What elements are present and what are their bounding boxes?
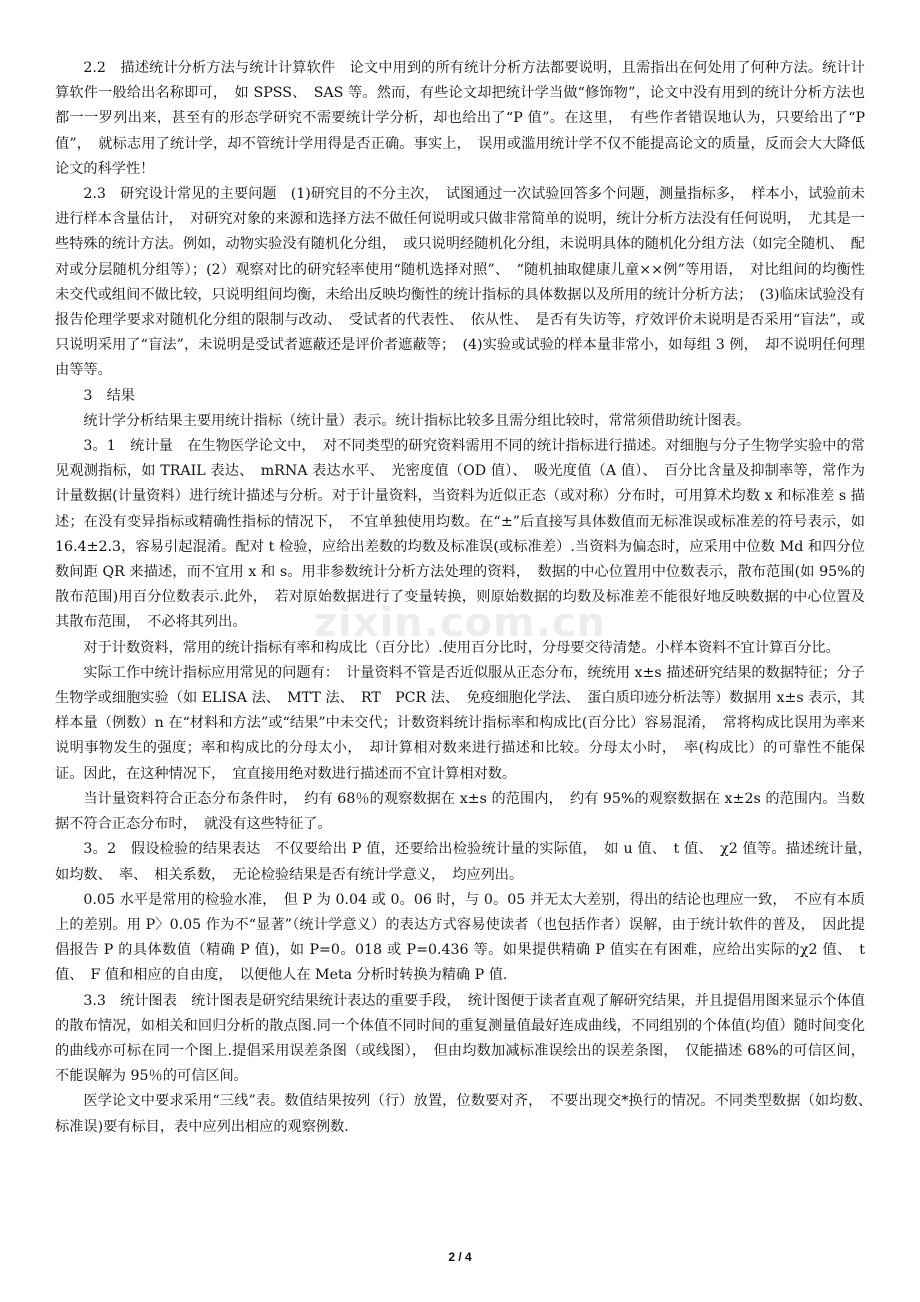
paragraph-3-2: 3。2 假设检验的结果表达 不仅要给出 P 值，还要给出检验统计量的实际值， 如 u 值、 t 值、 χ2 值等。描述统计量， 如均数、 率、 相关系数， 无论检验结果是否有统计学意义， 均应列出。 — [55, 841, 880, 883]
paragraph-count-data: 对于计数资料，常用的统计指标有率和构成比（百分比）.使用百分比时，分母要交待清楚。小样本资料不宜计算百分比。 — [83, 639, 840, 656]
section-heading-results: 3 结果 — [83, 387, 135, 404]
paragraph-3-1: 3。1 统计量 在生物医学论文中， 对不同类型的研究资料需用不同的统计指标进行描述。对细胞与分子生物学实验中的常见观测指标，如 TRAIL 表达、 mRNA 表达水平、 光密度值（OD 值）、 吸光度值（A 值）、 百分比含量及抑制率等，常作为计量数据(计量资料）进行统计描述与分析。对于计量资料，当资料为近似正态（或对称）分布时，可用算术均数 x 和标准差 s 描述；在没有变异指标或精确性指标的情况下， 不宜单独使用均数。在“±”后直接写具体数值而无标准误或标准差的符号表示，如 16.4±2.3，容易引起混淆。配对 t 检验，应给出差数的均数及标准误(或标准差）.当资料为偏态时，应采用中位数 Md 和四分位数间距 QR 来描述，而不宜用 x 和 s。用非参数统计分析方法处理的资料， 数据的中心位置用中位数表示，散布范围(如 95%的散布范围)用百分位数表示.此外， 若对原始数据进行了变量转换，则原始数据的均数及标准差不能很好地反映数据的中心位置及其散布范围， 不必将其列出。 — [55, 438, 865, 631]
watermark: zixin.com.cn — [313, 600, 607, 646]
paragraph-common-problems: 实际工作中统计指标应用常见的问题有： 计量资料不管是否近似服从正态分布，统统用 x±s 描述研究结果的数据特征；分子生物学或细胞实验（如 ELISA 法、 MTT 法、 RT PCR 法、 免疫细胞化学法、 蛋白质印迹分析法等）数据用 x±s 表示，其样本量（例数）n 在“材料和方法”或“结果”中未交代；计数资料统计指标率和构成比(百分比）容易混淆， 常将构成比误用为率来说明事物发生的强度；率和构成比的分母太小， 却计算相对数来进行描述和比较。分母太小时， 率(构成比）的可靠性不能保证。因此，在这种情况下， 宜直接用绝对数进行描述而不宜计算相对数。 — [55, 664, 865, 782]
paragraph-p-value: 0.05 水平是常用的检验水准， 但 P 为 0.04 或 0。06 时，与 0。05 并无太大差别，得出的结论也理应一致， 不应有本质上的差别。用 P〉0.05 作为不“显著”（统计学意义）的表达方式容易使读者（也包括作者）误解，由于统计软件的普及， 因此提倡报告 P 的具体数值（精确 P 值)，如 P=0。018 或 P=0.436 等。如果提供精确 P 值实在有困难，应给出实际的χ2 值、 t 值、 F 值和相应的自由度， 以便他人在 Meta 分析时转换为精确 P 值. — [55, 891, 865, 984]
paragraph-results-intro: 统计学分析结果主要用统计指标（统计量）表示。统计指标比较多且需分组比较时，常常须借助统计图表。 — [83, 412, 751, 429]
paragraph-3-3: 3.3 统计图表 统计图表是研究结果统计表达的重要手段， 统计图便于读者直观了解研究结果，并且提倡用图来显示个体值的散布情况，如相关和回归分析的散点图.同一个体值不同时间的重复测量值最好连成曲线，不同组别的个体值(均值）随时间变化的曲线亦可标在同一个图上.提倡采用误差条图（或线图）， 但由均数加减标准误绘出的误差条图， 仅能描述 68%的可信区间，不能误解为 95％的可信区间。 — [55, 992, 865, 1085]
document-body — [55, 56, 880, 1140]
paragraph-three-line-table: 医学论文中要求采用“三线”表。数值结果按列（行）放置，位数要对齐， 不要出现交*换行的情况。不同类型数据（如均数、 标准误)要有标目，表中应列出相应的观察例数. — [55, 1093, 880, 1135]
paragraph-2-2: 2.2 描述统计分析方法与统计计算软件 论文中用到的所有统计分析方法都要说明，且需指出在何处用了何种方法。统计计算软件一般给出名称即可， 如 SPSS、 SAS 等。然而，有些论文却把统计学当做“修饰物”，论文中没有用到的统计分析方法也都一一罗列出来，甚至有的形态学研究不需要统计学分析，却也给出了“P 值”。在这里， 有些作者错误地认为，只要给出了“P 值”， 就标志用了统计学，却不管统计学用得是否正确。事实上， 误用或滥用统计学不仅不能提高论文的质量，反而会大大降低论文的科学性！ — [55, 60, 865, 177]
paragraph-2-3: 2.3 研究设计常见的主要问题 (1)研究目的不分主次， 试图通过一次试验回答多个问题，测量指标多， 样本小，试验前未进行样本含量估计， 对研究对象的来源和选择方法不做任何说明或只做非常简单的说明，统计分析方法没有任何说明， 尤其是一些特殊的统计方法。例如，动物实验没有随机化分组， 或只说明经随机化分组，未说明具体的随机化分组方法（如完全随机、 配对或分层随机分组等）；(2）观察对比的研究轻率使用“随机选择对照”、 “随机抽取健康儿童××例”等用语， 对比组间的均衡性未交代或组间不做比较，只说明组间均衡，未给出反映均衡性的统计指标的具体数据以及所用的统计分析方法； (3)临床试验没有报告伦理学要求对随机化分组的限制与改动、 受试者的代表性、 依从性、 是否有失访等，疗效评价未说明是否采用“盲法”，或只说明采用了“盲法”，未说明是受试者遮蔽还是评价者遮蔽等； (4)实验或试验的样本量非常小，如每组 3 例， 却不说明任何理由等等。 — [55, 186, 865, 379]
paragraph-normal-distribution: 当计量资料符合正态分布条件时， 约有 68％的观察数据在 x±s 的范围内， 约有 95%的观察数据在 x±2s 的范围内。当数据不符合正态分布时， 就没有这些特征了。 — [55, 790, 865, 833]
page-number: 2 / 4 — [448, 1250, 472, 1264]
